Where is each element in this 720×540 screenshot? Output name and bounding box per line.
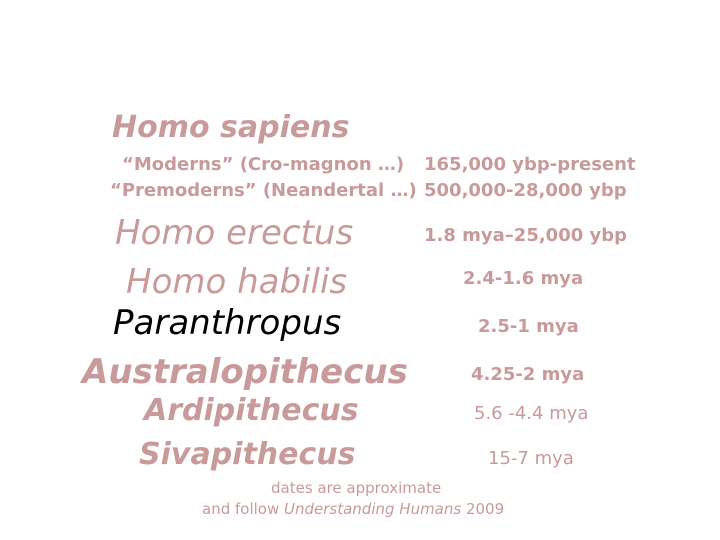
subgroup-premoderns-date: 500,000-28,000 ybp xyxy=(424,180,627,201)
species-homo-habilis: Homo habilis xyxy=(126,262,348,302)
date-australopithecus: 4.25-2 mya xyxy=(471,364,585,385)
subgroup-premoderns-label: “Premoderns” (Neandertal …) xyxy=(110,180,417,201)
species-paranthropus: Paranthropus xyxy=(113,303,342,343)
species-homo-sapiens: Homo sapiens xyxy=(112,110,350,145)
date-ardipithecus: 5.6 -4.4 mya xyxy=(474,403,589,424)
date-homo-habilis: 2.4-1.6 mya xyxy=(463,268,584,289)
species-sivapithecus: Sivapithecus xyxy=(139,437,356,472)
footnote-book-title: Understanding Humans xyxy=(284,500,462,518)
subgroup-moderns-date: 165,000 ybp-present xyxy=(424,154,636,175)
species-australopithecus: Australopithecus xyxy=(82,352,408,392)
footnote-line1: dates are approximate xyxy=(271,479,442,497)
species-homo-erectus: Homo erectus xyxy=(115,213,354,253)
date-sivapithecus: 15-7 mya xyxy=(488,448,574,469)
footnote-prefix: and follow xyxy=(202,500,284,518)
date-paranthropus: 2.5-1 mya xyxy=(478,316,579,337)
subgroup-moderns-label: “Moderns” (Cro-magnon …) xyxy=(122,154,405,175)
footnote-suffix: 2009 xyxy=(461,500,505,518)
footnote-line2 xyxy=(202,500,504,518)
species-ardipithecus: Ardipithecus xyxy=(144,393,359,428)
date-homo-erectus: 1.8 mya–25,000 ybp xyxy=(424,225,628,246)
